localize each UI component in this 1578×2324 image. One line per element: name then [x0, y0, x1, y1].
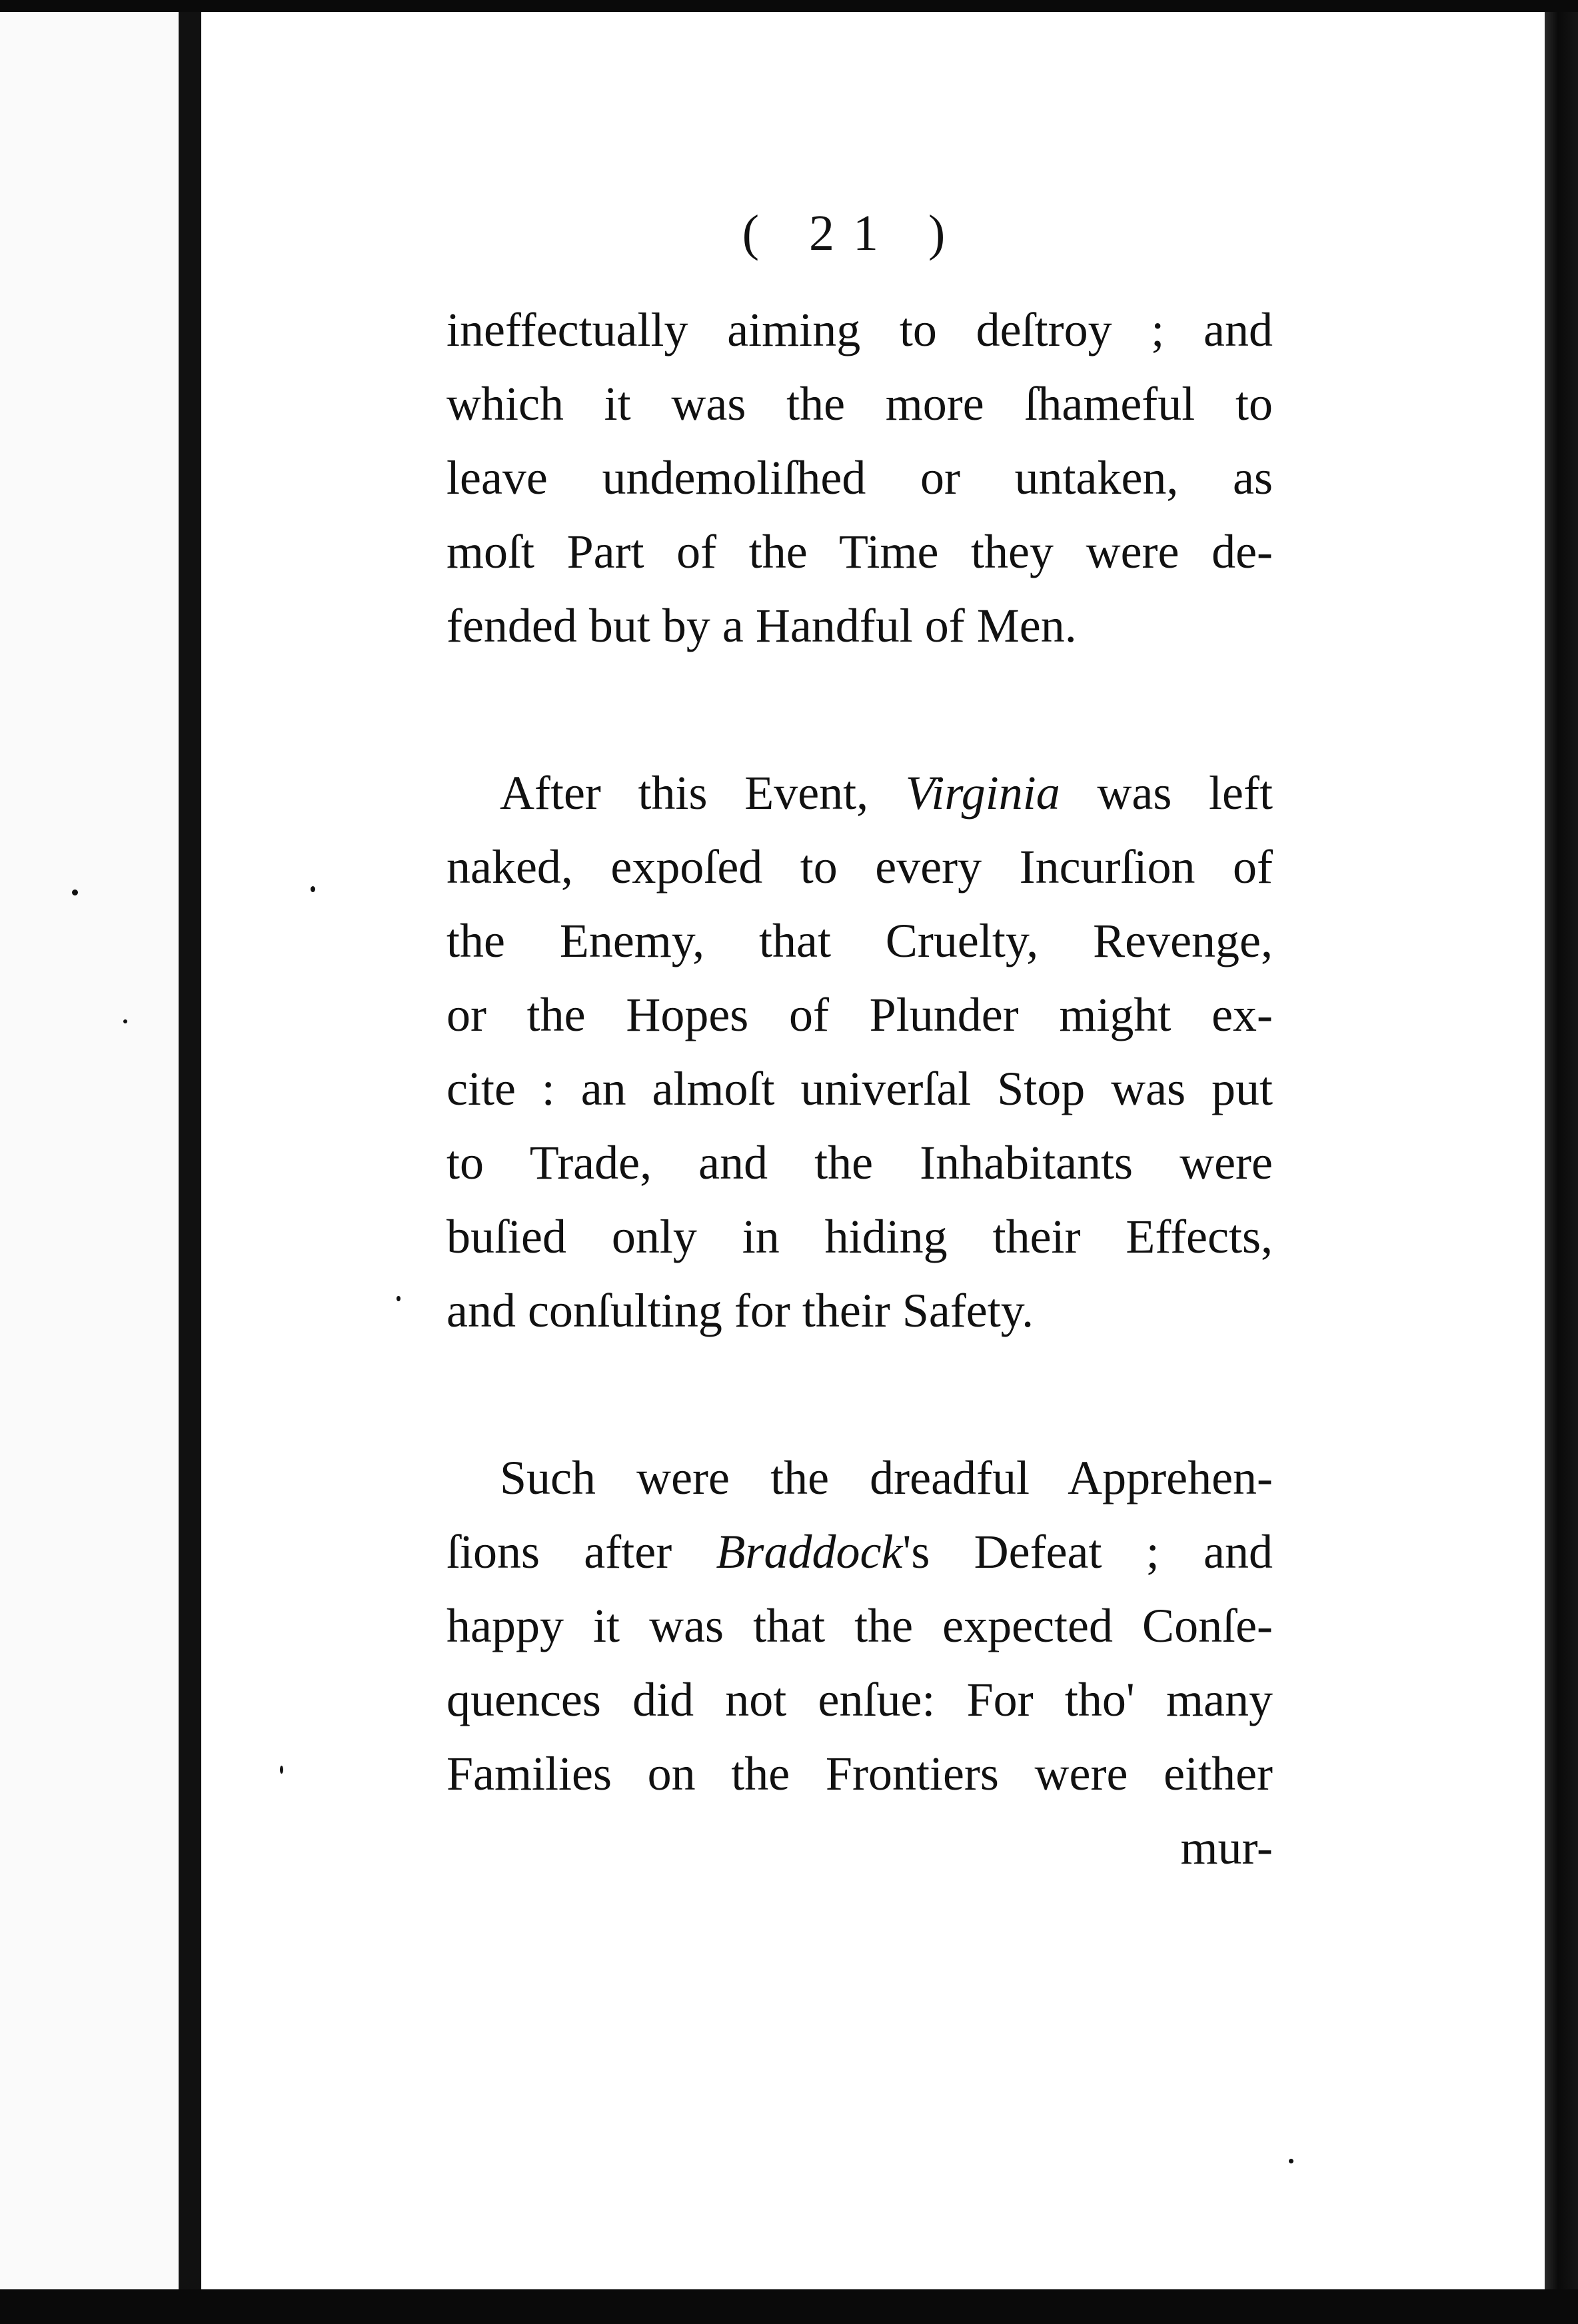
text-line: and conſulting for their Safety.: [446, 1284, 1034, 1337]
text-run: was left: [1060, 766, 1273, 820]
text-line: or the Hopes of Plunder might ex-: [446, 988, 1273, 1041]
text-line: to Trade, and the Inhabitants were: [446, 1136, 1273, 1189]
text-line: Such were the dreadful Apprehen-: [500, 1451, 1273, 1504]
text-line: which it was the more ſhameful to: [446, 377, 1273, 430]
ink-speck: [396, 1296, 400, 1301]
ink-speck: [311, 886, 315, 892]
text-line: [446, 756, 1273, 830]
text-line: leave undemoliſhed or untaken, as: [446, 451, 1273, 504]
italic-place-name: Virginia: [905, 766, 1060, 820]
page-edge: [1545, 0, 1578, 2324]
facing-page-edge: [0, 12, 179, 2289]
ink-speck: [72, 889, 78, 895]
body-text: [446, 293, 1273, 1885]
text-line: naked, expoſed to every Incurſion of: [446, 840, 1273, 893]
text-line: Families on the Frontiers were either: [446, 1747, 1273, 1800]
italic-person-name: Braddock: [716, 1525, 903, 1578]
ink-speck: [123, 1019, 127, 1023]
page-number: ( 21 ): [742, 205, 964, 261]
text-line: cite : an almoſt univerſal Stop was put: [446, 1062, 1273, 1115]
text-line: fended but by a Handful of Men.: [446, 599, 1077, 652]
text-line: [446, 1515, 1273, 1589]
text-run: After this Event,: [500, 766, 906, 820]
ink-speck: [1289, 2159, 1293, 2163]
text-line: happy it was that the expected Conſe-: [446, 1599, 1273, 1652]
scan-border-bottom: [0, 2289, 1578, 2324]
ink-speck: [280, 1766, 283, 1774]
catchword: mur-: [1180, 1821, 1273, 1874]
book-spine: [179, 0, 201, 2324]
text-line: buſied only in hiding their Effects,: [446, 1210, 1273, 1263]
text-line: the Enemy, that Cruelty, Revenge,: [446, 914, 1273, 967]
text-run: 's Defeat ; and: [902, 1525, 1273, 1578]
text-line: ineffectually aiming to deſtroy ; and: [446, 303, 1273, 356]
text-run: ſions after: [446, 1525, 716, 1578]
text-line: moſt Part of the Time they were de-: [446, 525, 1273, 578]
text-line: quences did not enſue: For tho' many: [446, 1673, 1273, 1726]
scan-border-top: [0, 0, 1578, 12]
